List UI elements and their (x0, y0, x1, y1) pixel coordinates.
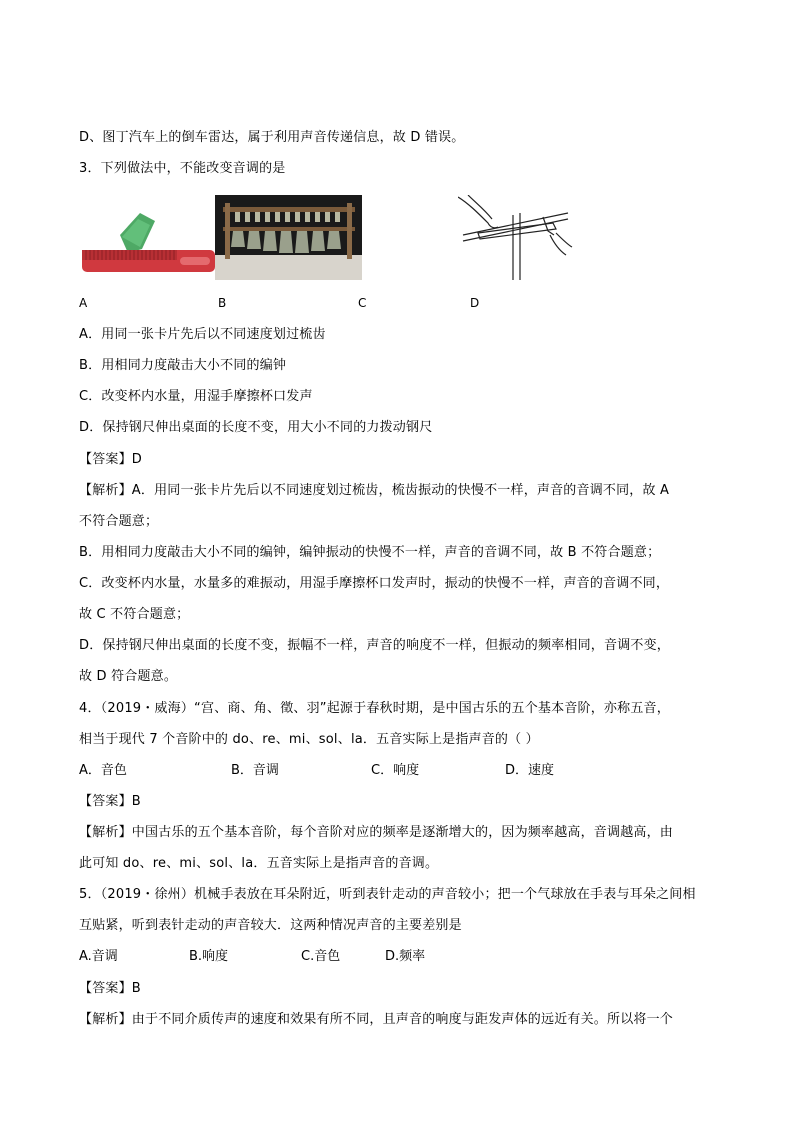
text-line: 不符合题意； (79, 514, 159, 529)
text-line: 故 C 不符合题意； (79, 607, 190, 622)
q5-option-a: A.音调 (79, 949, 118, 964)
text-line: 此可知 do、re、mi、sol、la．五音实际上是指声音的音调。 (79, 856, 439, 871)
question-3: 3．下列做法中，不能改变音调的是 (79, 161, 286, 176)
q3-answer: 【答案】D (79, 452, 143, 467)
q3-option-b: B．用相同力度敲击大小不同的编钟 (79, 358, 287, 373)
text-line: D．保持钢尺伸出桌面的长度不变，振幅不一样，声音的响度不一样，但振动的频率相同，音调不变， (79, 638, 671, 653)
figure-label-a: A (79, 296, 88, 310)
figure-chime-bells (215, 195, 362, 280)
q3-option-a: A．用同一张卡片先后以不同速度划过梳齿 (79, 327, 326, 342)
q5-answer: 【答案】B (79, 981, 141, 996)
q4-answer: 【答案】B (79, 794, 141, 809)
text-line: 互贴紧，听到表针走动的声音较大．这两种情况声音的主要差别是 (79, 918, 462, 933)
text-line: C．改变杯内水量，水量多的难振动，用湿手摩擦杯口发声时，振动的快慢不一样，声音的音调不同， (79, 576, 670, 591)
question-4: 4．（2019・威海）“宫、商、角、徵、羽”起源于春秋时期，是中国古乐的五个基本音阶，亦称五音， (79, 701, 670, 716)
text-line: 相当于现代 7 个音阶中的 do、re、mi、sol、la．五音实际上是指声音的（ ） (79, 732, 539, 747)
figure-ruler-pluck (458, 195, 573, 280)
text-line: D、图丁汽车上的倒车雷达，属于利用声音传递信息，故 D 错误。 (79, 130, 465, 145)
text-line: 故 D 符合题意。 (79, 669, 178, 684)
figure-label-d: D (470, 296, 480, 310)
question-5: 5．（2019・徐州）机械手表放在耳朵附近，听到表针走动的声音较小；把一个气球放在手表与耳朵之间相 (79, 887, 696, 902)
q5-option-c: C.音色 (301, 949, 341, 964)
q5-option-b: B.响度 (189, 949, 229, 964)
figure-label-c: C (358, 296, 367, 310)
q3-option-c: C．改变杯内水量，用湿手摩擦杯口发声 (79, 389, 313, 404)
q3-analysis: 【解析】A．用同一张卡片先后以不同速度划过梳齿，梳齿振动的快慢不一样，声音的音调不同，故 A (79, 483, 670, 498)
q4-option-b: B．音调 (231, 763, 279, 778)
q4-option-d: D．速度 (505, 763, 555, 778)
q5-option-d: D.频率 (385, 949, 426, 964)
text-line: B．用相同力度敲击大小不同的编钟，编钟振动的快慢不一样，声音的音调不同，故 B 不符合题意； (79, 545, 661, 560)
q5-analysis: 【解析】由于不同介质传声的速度和效果有所不同，且声音的响度与距发声体的远近有关。所以将一个 (79, 1012, 674, 1027)
figure-label-b: B (218, 296, 227, 310)
q4-analysis: 【解析】中国古乐的五个基本音阶，每个音阶对应的频率是逐渐增大的，因为频率越高，音调越高，由 (79, 825, 674, 840)
q4-option-c: C．响度 (371, 763, 420, 778)
q4-option-a: A．音色 (79, 763, 127, 778)
figure-comb-card (80, 195, 215, 280)
q3-option-d: D．保持钢尺伸出桌面的长度不变，用大小不同的力拨动钢尺 (79, 420, 433, 435)
